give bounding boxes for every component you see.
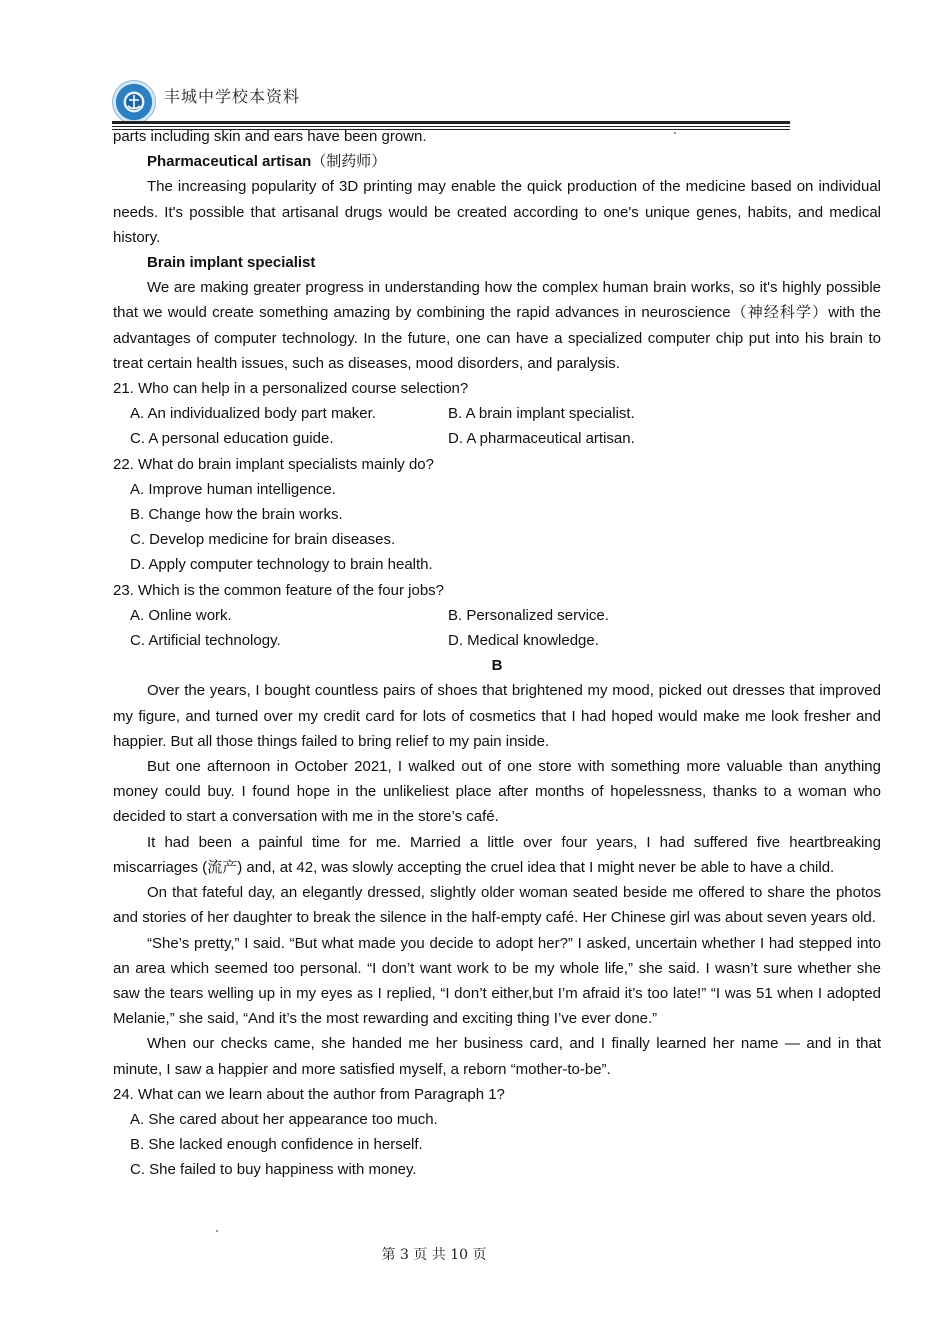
section-heading: Brain implant specialist <box>147 254 316 272</box>
carry-over-line: parts including skin and ears have been grown. <box>113 128 427 145</box>
paragraph: Over the years, I bought countless pairs of shoes that brightened my mood, picked out dresses that improved my figure, and turned over my credit card for lots of cosmetics that I had hoped would make me look fresher and happier. But all those things failed to bring relief to my pain inside. <box>113 682 881 750</box>
passage-label: B <box>491 657 503 675</box>
paragraph: When our checks came, she handed me her business card, and I finally learned her name — and in that minute, I saw a happier and more satisfied myself, a reborn “mother-to-be”. <box>113 1035 881 1078</box>
paragraph: The increasing popularity of 3D printing may enable the quick production of the medicine based on individual needs. It's possible that artisanal drugs would be created according to one's unique genes, habits, and medical history. <box>113 178 881 246</box>
answer-option: B. She lacked enough confidence in herself. <box>130 1136 423 1154</box>
page-number: 第 3 页 共 10 页 <box>381 1247 487 1263</box>
option-row <box>113 426 881 451</box>
paragraph: But one afternoon in October 2021, I walked out of one store with something more valuable than anything money could buy. I found hope in the unlikeliest place after months of hopelessness, thanks to a woman who decided to start a conversation with me in the store’s café. <box>113 758 881 826</box>
answer-option: A. Improve human intelligence. <box>130 480 336 498</box>
document-body <box>113 124 881 1183</box>
answer-option: B. A brain implant specialist. <box>448 405 635 423</box>
question-stem: 22. What do brain implant specialists mainly do? <box>113 455 434 473</box>
answer-option: C. She failed to buy happiness with money. <box>130 1161 417 1179</box>
answer-option: A. Online work. <box>130 606 232 624</box>
answer-option: C. Develop medicine for brain diseases. <box>130 531 396 549</box>
option-row <box>113 603 881 628</box>
option-row <box>113 401 881 426</box>
answer-option: D. Medical knowledge. <box>448 632 599 650</box>
answer-option: D. Apply computer technology to brain health. <box>130 556 433 574</box>
paragraph: On that fateful day, an elegantly dressed, slightly older woman seated beside me offered to share the photos and stories of her daughter to break the silence in the half-empty café. Her Chinese girl was about seven years old. <box>113 884 881 927</box>
school-name: 丰城中学校本资料 <box>164 87 301 106</box>
paragraph: It had been a painful time for me. Married a little over four years, I had suffered five heartbreaking miscarriages (流产) and, at 42, was slowly accepting the cruel idea that I might never be able to have a child. <box>113 833 881 876</box>
section-heading: Pharmaceutical artisan（制药师） <box>147 152 387 171</box>
question-stem: 23. Which is the common feature of the four jobs? <box>113 581 445 599</box>
school-logo-icon <box>112 80 156 124</box>
stray-mark <box>674 132 676 134</box>
question-stem: 24. What can we learn about the author from Paragraph 1? <box>113 1085 505 1103</box>
answer-option: C. Artificial technology. <box>130 632 281 650</box>
paragraph: We are making greater progress in understanding how the complex human brain works, so it's highly possible that we would create something amazing by combining the rapid advances in neuroscience（神经科学）with the advantages of computer technology. In the future, one can have a specialized computer chip put into his brain to treat certain health issues, such as diseases, mood disorders, and paralysis. <box>113 279 881 372</box>
answer-option: B. Personalized service. <box>448 606 609 624</box>
answer-option: A. An individualized body part maker. <box>130 405 376 423</box>
answer-option: D. A pharmaceutical artisan. <box>448 430 635 448</box>
answer-option: C. A personal education guide. <box>130 430 334 448</box>
answer-option: B. Change how the brain works. <box>130 506 343 524</box>
paragraph: “She’s pretty,” I said. “But what made you decide to adopt her?” I asked, uncertain whether I had stepped into an area which seemed too personal. “I don’t want work to be my whole life,” she said. I wasn’t sure whether she saw the tears welling up in my eyes as I replied, “I don’t either,but I’m afraid it’s too late!” “I was 51 when I adopted Melanie,” she said, “And it’s the most rewarding and exciting thing I’ve ever done.” <box>113 934 881 1028</box>
question-stem: 21. Who can help in a personalized course selection? <box>113 380 469 398</box>
stray-mark <box>216 1230 218 1232</box>
option-row <box>113 628 881 653</box>
answer-option: A. She cared about her appearance too much. <box>130 1110 438 1128</box>
